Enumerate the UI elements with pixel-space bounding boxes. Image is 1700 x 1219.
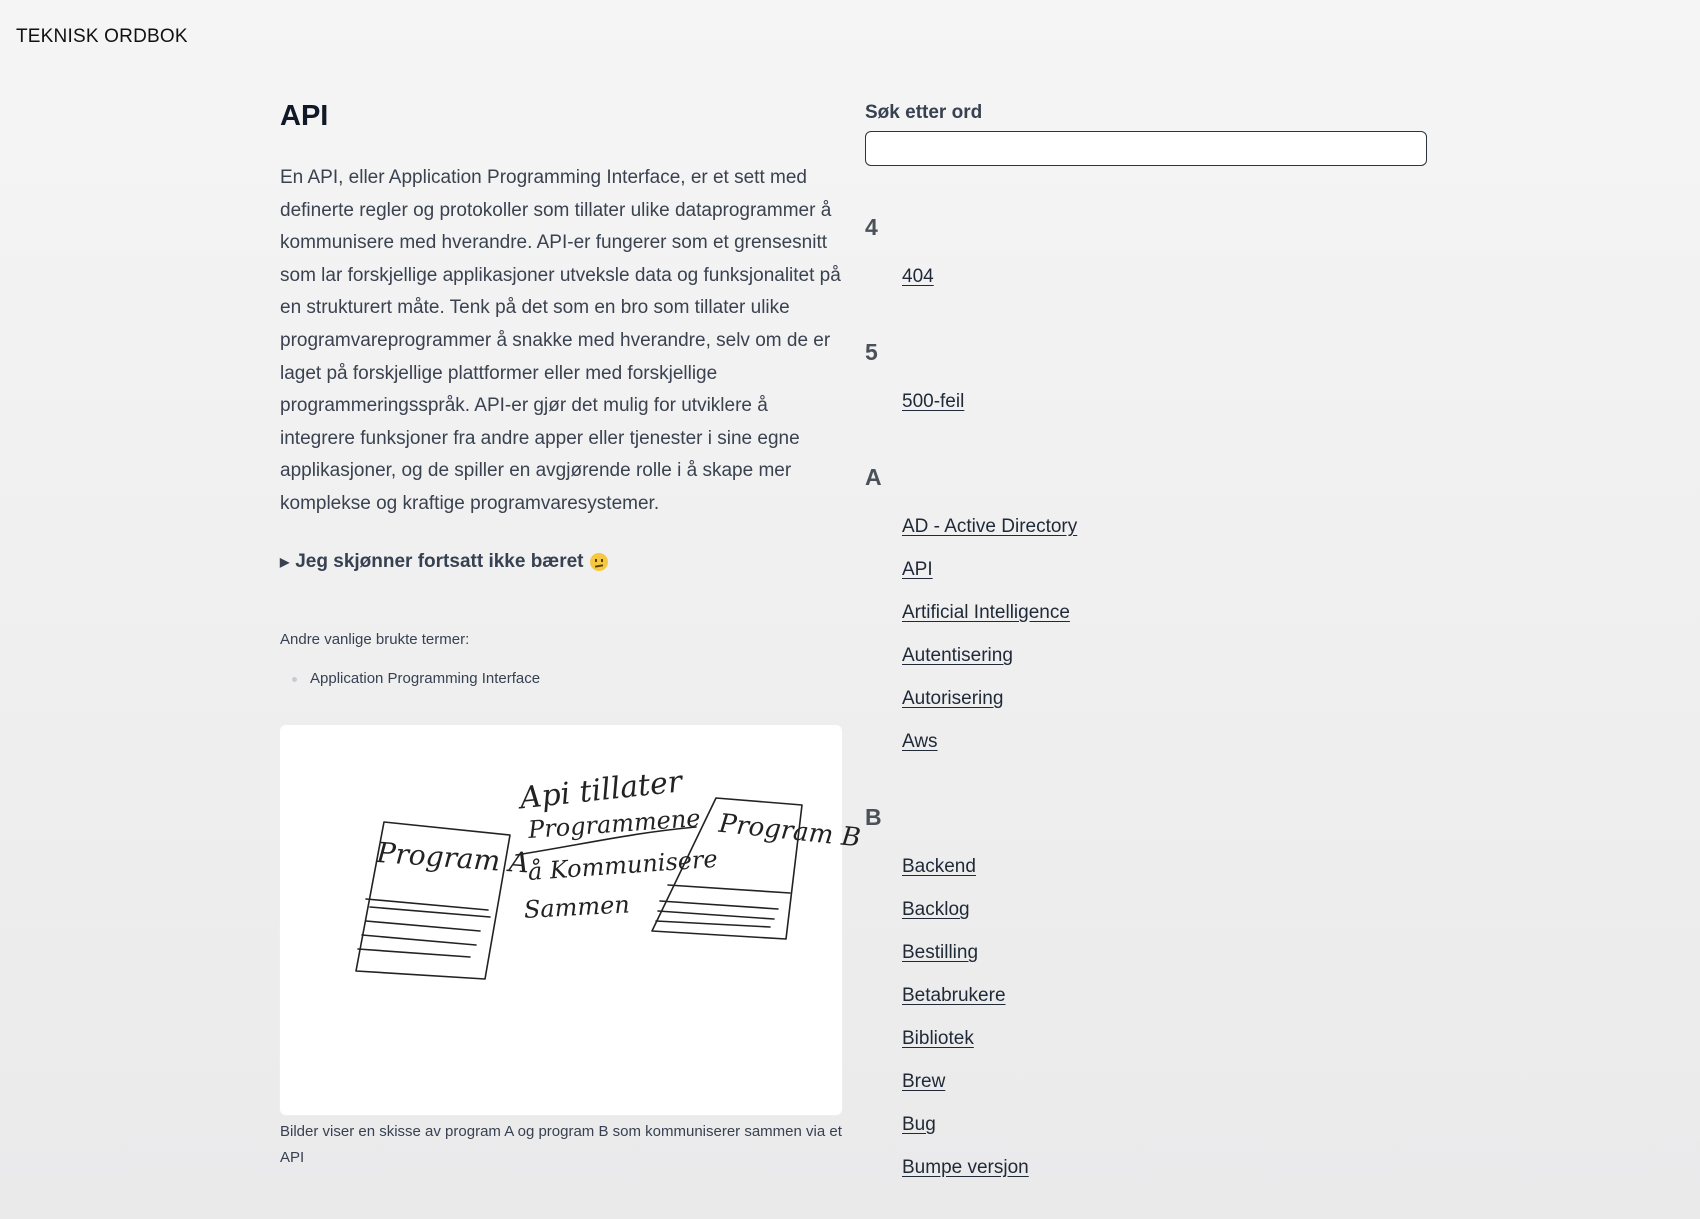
details-summary: Jeg skjønner fortsatt ikke bæret [295,550,584,572]
glossary-link[interactable]: Brew [902,1071,946,1092]
glossary-link[interactable]: 500-feil [902,391,965,412]
search-input[interactable] [865,131,1427,166]
sketch-text-line1: Api tillater [518,763,684,816]
glossary-group [865,462,1427,756]
glossary-link[interactable]: Bibliotek [902,1028,974,1049]
image-caption: Bilder viser en skisse av program A og program B som kommuniserer sammen via et API [280,1122,842,1166]
glossary-group [865,337,1427,416]
glossary-link[interactable]: 404 [902,266,934,287]
glossary-group-letter: B [865,804,882,830]
glossary-link[interactable]: Backlog [902,899,970,920]
glossary-group-letter: A [865,464,882,490]
page-title: API [280,100,329,132]
glossary-group [865,802,1427,1182]
glossary-link[interactable]: AD - Active Directory [902,516,1078,537]
api-sketch-image [280,725,862,1115]
glossary-group [865,212,1427,291]
details-toggle[interactable] [280,549,842,575]
site-title[interactable]: TEKNISK ORDBOK [16,26,188,47]
glossary-link[interactable]: Bumpe versjon [902,1157,1029,1178]
search-label: Søk etter ord [865,102,983,123]
glossary-group-letter: 5 [865,339,878,365]
glossary-link[interactable]: Betabrukere [902,985,1006,1006]
program-a-line [366,921,480,931]
disclosure-triangle-icon: ▶ [280,554,290,569]
glossary-link[interactable]: Backend [902,856,976,877]
confused-face-icon [590,553,608,571]
term-description: En API, eller Application Programming Interface, er et sett med definerte regler og protokoller som tillater ulike dataprogrammer å kommunisere med hverandre. API-er fungerer som et grensesnitt som lar forskjellige applikasjoner utveksle data og funksjonalitet på en strukturert måte. Tenk på det som en bro som tillater ulike programvareprogrammer å snakke med hverandre, selv om de er laget på forskjellige plattformer eller med forskjellige programmeringsspråk. API-er gjør det mulig for utviklere å integrere funksjoner fra andre apper eller tjenester i sine egne applikasjoner, og de spiller en avgjørende rolle i å skape mer komplekse og kraftige programvaresystemer. [280,167,841,514]
glossary-link[interactable]: Bestilling [902,942,979,963]
glossary-link[interactable]: Autorisering [902,688,1004,709]
sketch-label-b: Program B [717,808,862,854]
other-term-item: Application Programming Interface [280,670,842,687]
glossary-group-letter: 4 [865,214,878,240]
sketch-text-line4: Sammen [523,889,631,924]
sketch-text-line2: Programmene [527,803,702,844]
glossary-link[interactable]: Aws [902,731,938,752]
sketch-text-line3: å Kommunisere [526,844,719,886]
glossary-sidebar [865,102,1427,1182]
glossary-link[interactable]: Artificial Intelligence [902,602,1070,623]
sketch-label-a: Program A [375,835,531,880]
article [280,96,862,1171]
other-terms-label: Andre vanlige brukte termer: [280,630,470,648]
glossary-link[interactable]: Bug [902,1114,936,1135]
other-terms-list [280,670,842,687]
glossary-link[interactable]: Autentisering [902,645,1013,666]
glossary-link[interactable]: API [902,559,933,580]
